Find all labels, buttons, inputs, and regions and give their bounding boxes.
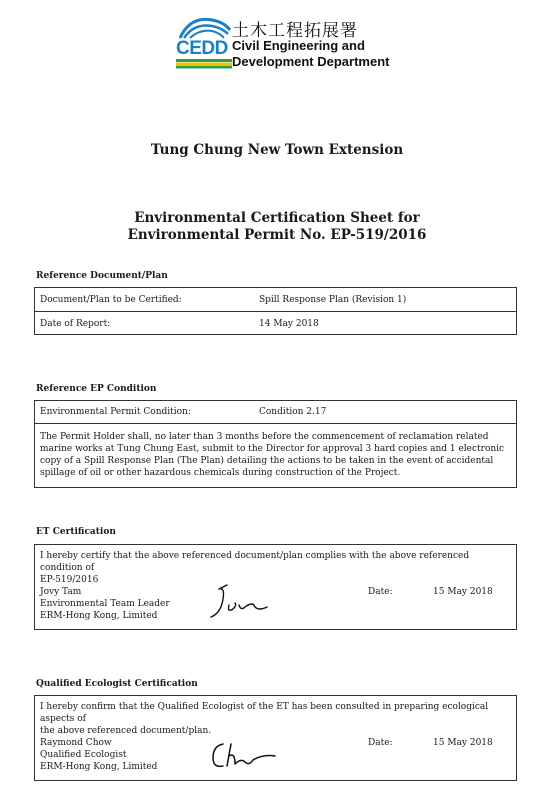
ecologist-signatory-name: Raymond Chow: [40, 738, 112, 748]
et-signatory-company: ERM-Hong Kong, Limited: [40, 611, 158, 621]
ep-condition-value: Condition 2.17: [259, 407, 327, 417]
et-signature-icon: [205, 583, 271, 625]
ecologist-certification-box: [34, 695, 517, 781]
et-date-label: Date:: [368, 587, 393, 597]
ecologist-statement-line: the above referenced document/plan.: [40, 726, 212, 736]
logo-abbreviation: CEDD: [176, 38, 228, 59]
et-signatory-name: Jovy Tam: [40, 587, 82, 597]
ep-condition-line: copy of a Spill Response Plan (The Plan) detailing the actions to be taken in the event of accidental: [40, 456, 494, 466]
logo-waves-icon: [178, 14, 232, 40]
sheet-title-line1: Environmental Certification Sheet for: [134, 210, 420, 226]
ep-condition-text: [40, 431, 508, 479]
et-certification-box: [34, 544, 517, 630]
ecologist-date-value: 15 May 2018: [433, 738, 493, 748]
ecologist-certification-heading: Qualified Ecologist Certification: [36, 679, 198, 689]
ecologist-date-label: Date:: [368, 738, 393, 748]
logo-chinese-name: 土木工程拓展署: [232, 21, 358, 41]
et-certification-heading: ET Certification: [36, 527, 116, 537]
ecologist-statement: [40, 701, 508, 737]
et-statement: [40, 550, 508, 586]
date-of-report-label: Date of Report:: [40, 319, 111, 329]
ep-condition-label: Environmental Permit Condition:: [40, 407, 191, 417]
logo-name-line1: Civil Engineering and: [232, 38, 365, 53]
reference-document-box: [34, 287, 517, 335]
ep-condition-line: marine works at Tung Chung East, submit to the Director for approval 3 hard copies and 1 electronic: [40, 444, 505, 454]
document-value: Spill Response Plan (Revision 1): [259, 295, 407, 305]
ep-condition-heading: Reference EP Condition: [36, 384, 157, 394]
date-of-report-value: 14 May 2018: [259, 319, 319, 329]
ep-condition-line: The Permit Holder shall, no later than 3 months before the commencement of reclamation related: [40, 432, 489, 442]
ep-condition-line: spillage of oil or other hazardous chemicals during construction of the Project.: [40, 468, 401, 478]
ecologist-signature-icon: [209, 740, 279, 774]
et-statement-line: I hereby certify that the above referenced document/plan complies with the above referenced condition of: [40, 551, 470, 573]
sheet-title-line2: Environmental Permit No. EP-519/2016: [127, 227, 427, 243]
et-date-value: 15 May 2018: [433, 587, 493, 597]
et-statement-line: EP-519/2016: [40, 575, 99, 585]
cedd-logo: [176, 14, 396, 70]
ecologist-signatory-title: Qualified Ecologist: [40, 750, 127, 760]
logo-name-line2: Development Department: [232, 54, 390, 69]
row-divider: [35, 311, 516, 312]
ecologist-signatory-company: ERM-Hong Kong, Limited: [40, 762, 158, 772]
et-signatory-title: Environmental Team Leader: [40, 599, 170, 609]
row-divider: [35, 423, 516, 424]
document-label: Document/Plan to be Certified:: [40, 295, 182, 305]
ep-condition-box: [34, 400, 517, 488]
logo-stripes-icon: [176, 59, 232, 69]
project-title: Tung Chung New Town Extension: [150, 142, 404, 158]
reference-document-heading: Reference Document/Plan: [36, 271, 168, 281]
ecologist-statement-line: I hereby confirm that the Qualified Ecologist of the ET has been consulted in preparing ecological aspects of: [40, 702, 489, 724]
